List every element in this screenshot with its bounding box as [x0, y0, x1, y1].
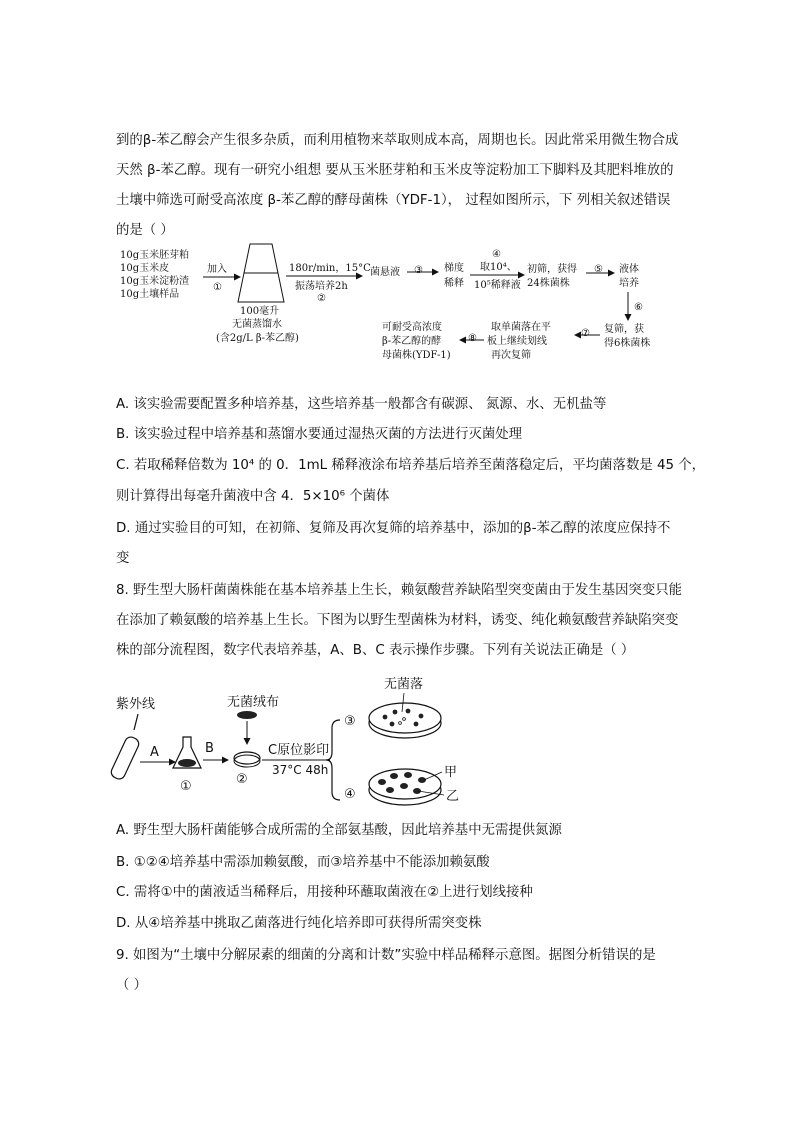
liquid-2: 培养	[619, 278, 639, 289]
shake-label-2: 振荡培养2h	[295, 281, 348, 292]
culture-condition: 37°C 48h	[272, 763, 329, 777]
material-2: 10g玉米皮	[120, 263, 170, 274]
step-8: ⑧	[468, 333, 477, 344]
single-2: 板上继续划线	[487, 336, 547, 347]
velvet-label: 无菌绒布	[227, 695, 280, 710]
step-7: ⑦	[581, 328, 590, 339]
single-3: 再次复筛	[491, 350, 531, 361]
q7-stem-line-2: 天然 β-苯乙醇。现有一研究小组想 要从玉米胚芽粕和玉米皮等淀粉加工下脚料及其肥料堆放的	[116, 163, 674, 178]
rescreen-2: 得6株菌株	[604, 338, 651, 349]
flask-caption-2: 无菌蒸馏水	[232, 319, 282, 330]
q7-option-d: D. 通过实验目的可知，在初筛、复筛及再次复筛的培养基中，添加的β-苯乙醇的浓度应保持不	[116, 521, 671, 536]
step-5: ⑤	[594, 264, 603, 275]
medium-1-label: ①	[180, 779, 192, 794]
step-4: ④	[492, 249, 501, 260]
q7-flow-diagram	[0, 240, 794, 365]
add-label: 加入	[207, 264, 227, 275]
material-3: 10g玉米淀粉渣	[120, 276, 190, 287]
plate-4-icon	[369, 769, 441, 805]
primary-1: 初筛，获得	[527, 264, 577, 275]
q7-option-a: A. 该实验需要配置多种培养基，这些培养基一般都含有碳源、 氮源、水、无机盐等	[116, 397, 607, 412]
q8-option-a: A. 野生型大肠杆菌能够合成所需的全部氨基酸，因此培养基中无需提供氮源	[116, 823, 562, 838]
test-tube-icon	[109, 714, 140, 781]
q7-option-b: B. 该实验过程中培养基和蒸馏水要通过湿热灭菌的方法进行灭菌处理	[116, 427, 523, 442]
plate-3-icon	[369, 703, 441, 738]
q8-option-d: D. 从④培养基中挑取乙菌落进行纯化培养即可获得所需突变株	[116, 916, 482, 931]
step-c-label: C原位影印	[268, 743, 330, 758]
material-4: 10g土壤样品	[120, 289, 180, 300]
flask-caption-3: (含2g/L β-苯乙醇)	[216, 333, 299, 344]
brace	[326, 720, 340, 800]
material-1: 10g玉米胚芽粕	[120, 250, 190, 261]
shake-label-1: 180r/min，15°C	[289, 263, 371, 274]
take-label-1: 取10⁴、	[480, 262, 517, 273]
flask-icon	[238, 244, 284, 302]
q7-option-c-cont: 则计算得出每毫升菌液中含 4．5×10⁶ 个菌体	[116, 489, 390, 504]
q8-option-b: B. ①②④培养基中需添加赖氨酸，而③培养基中不能添加赖氨酸	[116, 855, 490, 870]
step-6: ⑥	[634, 302, 643, 313]
uv-label: 紫外线	[116, 697, 156, 712]
colony-yi-label: 乙	[446, 789, 460, 804]
medium-2-label: ②	[236, 772, 248, 787]
q8-stem-line-1: 8. 野生型大肠杆菌菌株能在基本培养基上生长，赖氨酸营养缺陷型突变菌由于发生基因突变只能	[116, 583, 683, 598]
result-2: β-苯乙醇的酵	[382, 336, 442, 347]
result-1: 可耐受高浓度	[382, 322, 442, 333]
step-3: ③	[414, 265, 423, 276]
velvet-icon	[237, 711, 257, 719]
step-1: ①	[213, 282, 222, 293]
q7-option-c: C. 若取稀释倍数为 10⁴ 的 0．1mL 稀释液涂布培养基后培养至菌落稳定后，平均菌落数是 45 个，	[116, 458, 706, 473]
step-a-label: A	[150, 745, 159, 760]
gradient-2: 稀释	[444, 278, 464, 289]
q8-option-c: C. 需将①中的菌液适当稀释后，用接种环蘸取菌液在②上进行划线接种	[116, 885, 533, 900]
take-label-2: 10⁵稀释液	[474, 280, 521, 291]
single-1: 取单菌落在平	[491, 322, 551, 333]
colony-jia-label: 甲	[444, 765, 458, 780]
primary-2: 24株菌株	[527, 278, 570, 289]
plate-2-icon	[234, 752, 260, 767]
suspension-label: 菌悬液	[370, 267, 400, 278]
medium-3-label: ③	[344, 714, 356, 729]
flask-caption-1: 100毫升	[240, 306, 280, 317]
medium-4-label: ④	[344, 787, 356, 802]
liquid-1: 液体	[619, 264, 639, 275]
no-colony-label: 无菌落	[384, 677, 424, 692]
q7-option-d-cont: 变	[116, 551, 130, 566]
flask-1-icon	[173, 737, 201, 768]
q9-stem-line-1: 9. 如图为“土壤中分解尿素的细菌的分离和计数”实验中样品稀释示意图。据图分析错误的是	[116, 948, 656, 963]
gradient-1: 梯度	[444, 263, 464, 274]
step-2: ②	[317, 293, 326, 304]
q7-stem-line-4: 的是（ ）	[116, 223, 174, 238]
q9-stem-line-2: （ ）	[116, 978, 148, 993]
q8-mutant-diagram	[0, 668, 794, 810]
step-b-label: B	[205, 741, 214, 756]
rescreen-1: 复筛，获	[604, 324, 644, 335]
result-3: 母菌株(YDF-1)	[382, 350, 451, 361]
q8-stem-line-2: 在添加了赖氨酸的培养基上生长。下图为以野生型菌株为材料，诱变、纯化赖氨酸营养缺陷突变	[116, 613, 679, 628]
q7-stem-line-1: 到的β-苯乙醇会产生很多杂质，而利用植物来萃取则成本高，周期也长。因此常采用微生物合成	[116, 133, 679, 148]
q7-stem-line-3: 土壤中筛选可耐受高浓度 β-苯乙醇的酵母菌株（YDF-1）， 过程如图所示，下 列相关叙述错误	[116, 193, 671, 208]
q8-stem-line-3: 株的部分流程图，数字代表培养基，A、B、C 表示操作步骤。下列有关说法正确是（ ）	[116, 643, 635, 658]
